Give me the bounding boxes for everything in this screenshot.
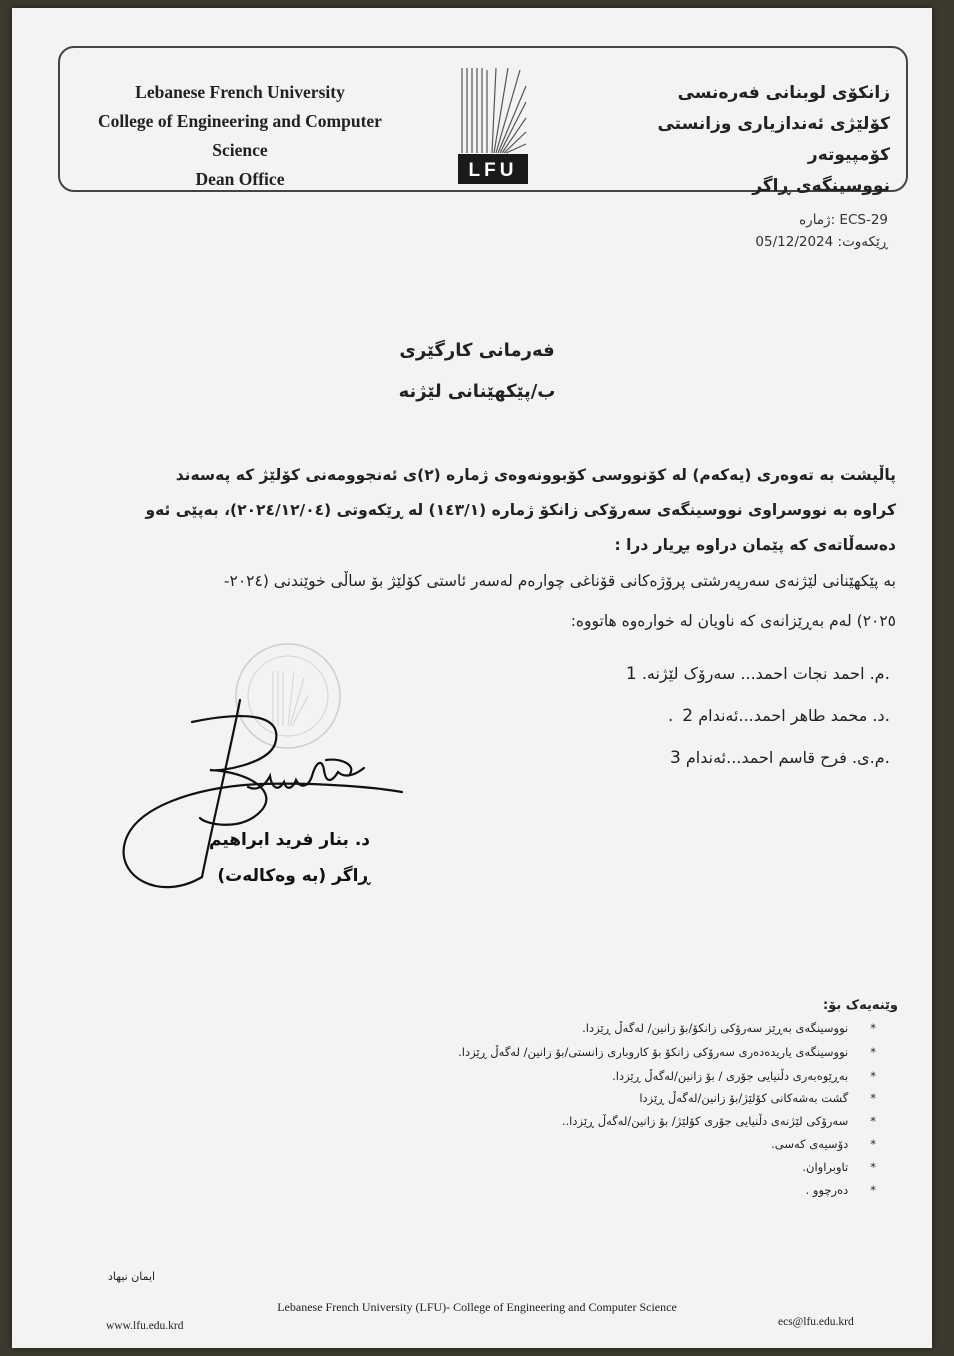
copy-list-item [276, 1045, 876, 1059]
footer-email: ecs@lfu.edu.krd [778, 1316, 854, 1328]
body-paragraph-line-3: دەسەڵاتەی کە پێمان دراوە بڕیار درا : [614, 536, 896, 554]
college-name-ku: کۆلێژی ئەندازیاری وزانستی کۆمپیوتەر [657, 114, 890, 165]
copy-text: نووسینگەی یاریدەدەری سەرۆکی زانکۆ بۆ کاروباری زانستی/بۆ زانین/ لەگەڵ ڕێزدا. [458, 1045, 849, 1059]
letterhead-kurdish [570, 78, 890, 202]
bullet: * [870, 1021, 876, 1035]
college-name-en: College of Engineering and Computer Science [98, 111, 382, 160]
bullet: * [870, 1160, 876, 1174]
copy-list-item [276, 1183, 876, 1197]
copy-list-item [276, 1021, 876, 1035]
copy-list-item [276, 1091, 876, 1105]
copy-text: بەڕێوەبەری دڵنیایی جۆری / بۆ زانین/لەگەڵ ڕێزدا. [612, 1069, 849, 1083]
signatory-role: ڕاگر (بە وەکالەت) [217, 866, 370, 886]
document-subject: ب/پێکهێنانی لێژنە [398, 381, 556, 402]
member-number: 3. [669, 748, 890, 768]
reference-date: ڕێکەوت: 05/12/2024 [755, 234, 888, 250]
copy-list-item [276, 1160, 876, 1174]
copy-text: دۆسیەی کەسی. [771, 1137, 849, 1151]
body-paragraph-line-2: کراوە بە نووسراوی نووسینگەی سەرۆکی زانکۆ ژمارە (١٤٣/١) لە ڕێکەوتی (٢٠٢٤/١٢/٠٤)، بەپێی ئەو [145, 501, 896, 519]
office-name-en: Dean Office [195, 169, 285, 189]
footer-institution: Lebanese French University (LFU)- College of Engineering and Computer Science [277, 1300, 677, 1314]
member-number: 2. [682, 706, 890, 726]
copy-text: گشت بەشەکانی کۆلێژ/بۆ زانین/لەگەڵ ڕێزدا [639, 1091, 849, 1105]
logo-text: LFU [468, 160, 518, 181]
office-name-ku: نووسینگەی ڕاگر [752, 176, 890, 196]
lfu-logo [456, 58, 530, 186]
bullet: * [870, 1045, 876, 1059]
copy-text: نووسینگەی بەڕێز سەرۆکی زانکۆ/بۆ زانین/ لەگەڵ ڕێزدا. [582, 1021, 849, 1035]
copy-list-item [276, 1069, 876, 1083]
signatory-name: د. بنار فرید ابراهیم [208, 830, 370, 850]
copy-list-item [276, 1114, 876, 1128]
bullet: * [870, 1091, 876, 1105]
member-item [470, 748, 890, 768]
member-number: 1. [625, 664, 890, 684]
copies-heading: وێنەیەک بۆ: [823, 998, 898, 1013]
member-text: . د. محمد طاهر احمد...ئەندام [668, 706, 885, 725]
copy-text: سەرۆکی لێژنەی دڵنیایی جۆری کۆلێژ/ بۆ زانین/لەگەڵ ڕێزدا.. [561, 1114, 849, 1128]
copy-text: دەرچوو . [805, 1183, 849, 1197]
copy-list-item [276, 1137, 876, 1151]
university-name-en: Lebanese French University [135, 82, 345, 102]
letterhead-english [70, 78, 410, 194]
reference-number: ژمارە: ECS-29 [799, 212, 888, 228]
bullet: * [870, 1069, 876, 1083]
bullet: * [870, 1183, 876, 1197]
bullet: * [870, 1137, 876, 1151]
university-name-ku: زانکۆی لوبنانی فەرەنسی [677, 83, 890, 103]
body-paragraph-line-1: پاڵپشت بە تەوەری (یەکەم) لە کۆنووسی کۆبوونەوەی ژمارە (٢)ی ئەنجوومەنی کۆلێژ کە پەسەند [175, 466, 896, 484]
member-item [470, 706, 890, 726]
member-item [470, 664, 890, 684]
copy-text: تاوبراوان. [802, 1160, 849, 1174]
decision-line-2: ٢٠٢٥) لەم بەڕێزانەی کە ناویان لە خوارەوە هاتووە: [570, 612, 896, 630]
footer-website: www.lfu.edu.krd [106, 1320, 184, 1332]
bullet: * [870, 1114, 876, 1128]
decision-line-1: بە پێکهێنانی لێژنەی سەرپەرشتی پرۆژەکانی قۆناغی چوارەم لەسەر ئاستی کۆلێژ بۆ ساڵی خوێندنی (٢٠٢٤- [223, 572, 896, 590]
member-text: م. احمد نجات احمد... سەرۆک لێژنە. [641, 664, 885, 683]
document-title: فەرمانی کارگێری [399, 340, 555, 361]
preparer-name: ایمان نیهاد [108, 1270, 156, 1283]
member-text: م.ی. فرح قاسم احمد...ئەندام [685, 748, 885, 767]
